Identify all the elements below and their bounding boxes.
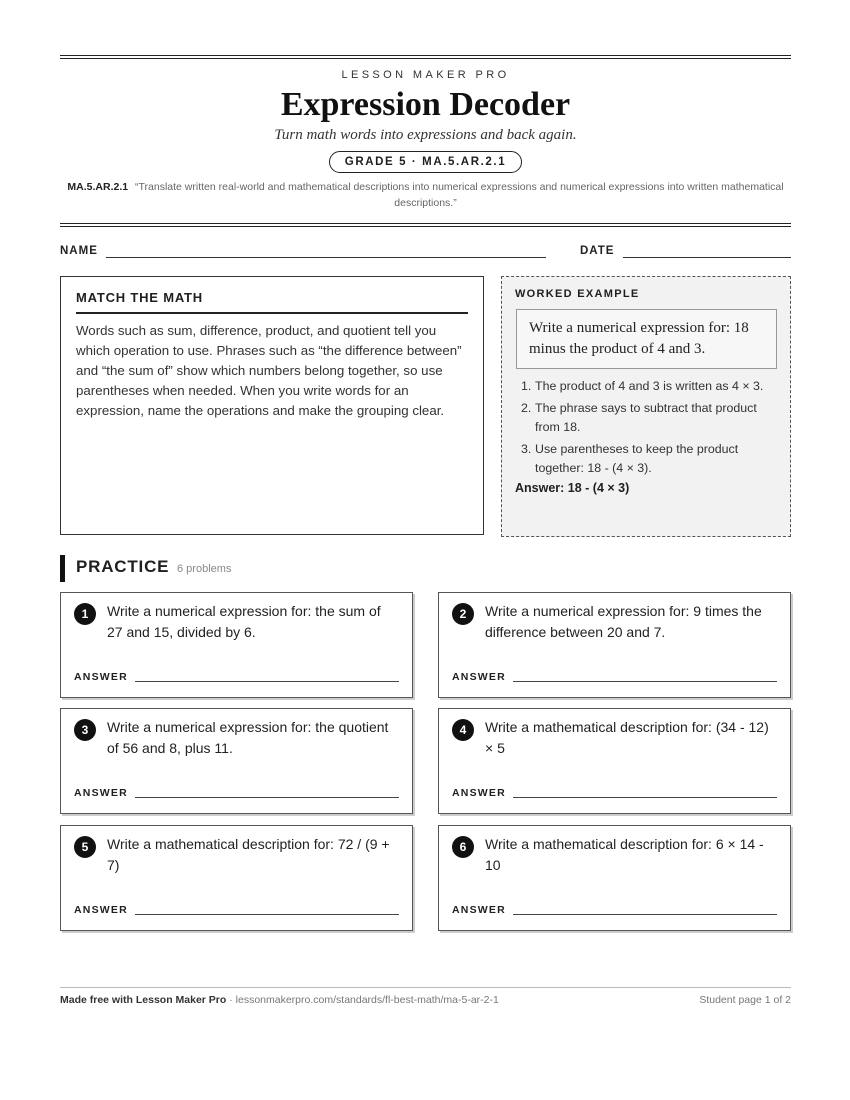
problem-text: Write a mathematical description for: 72 / (9 + 7): [107, 836, 390, 873]
problem-number-badge: 6: [452, 836, 474, 858]
worked-example-box: [501, 276, 791, 537]
worked-example-step: 3. Use parentheses to keep the product together: 18 - (4 × 3).: [521, 442, 739, 475]
problem-card-4: [438, 708, 791, 814]
worksheet-page: [60, 55, 791, 1006]
worked-example-heading: WORKED EXAMPLE: [515, 288, 640, 300]
grade-badge: GRADE 5 · MA.5.AR.2.1: [329, 151, 522, 173]
problem-text: Write a numerical expression for: the sum of 27 and 15, divided by 6.: [107, 603, 381, 640]
problem-card-5: [60, 825, 413, 931]
practice-title: PRACTICE: [76, 557, 170, 576]
answer-line[interactable]: [135, 681, 399, 682]
worksheet-title: Expression Decoder: [280, 86, 571, 123]
match-the-math-heading: MATCH THE MATH: [76, 290, 468, 314]
standard-code: MA.5.AR.2.1: [67, 181, 129, 193]
answer-label: ANSWER: [452, 787, 506, 799]
match-the-math-body: Words such as sum, difference, product, and quotient tell you which operation to use. Phrases such as “the difference between” and “the sum of” show which numbers belong together, so use parentheses when needed. When you write words for an expression, name the operations and make the grouping clear.: [76, 323, 462, 418]
problem-number-badge: 5: [74, 836, 96, 858]
standard-description: [60, 179, 791, 211]
footer-credit: [60, 994, 499, 1006]
worked-example-steps: [515, 377, 777, 478]
answer-label: ANSWER: [74, 787, 128, 799]
problem-card-6: [438, 825, 791, 931]
top-double-rule: [60, 55, 791, 59]
practice-count: 6 problems: [177, 563, 232, 575]
answer-line[interactable]: [513, 797, 777, 798]
answer-line[interactable]: [135, 914, 399, 915]
practice-accent-bar: [60, 555, 65, 582]
match-the-math-box: [60, 276, 484, 535]
problem-text: Write a mathematical description for: 6 × 14 - 10: [485, 836, 764, 873]
standard-text: “Translate written real-world and mathematical descriptions into numerical expressions and numerical expressions into written mathematical descriptions.”: [135, 181, 784, 209]
problem-number-badge: 2: [452, 603, 474, 625]
problem-number-badge: 4: [452, 719, 474, 741]
name-field-line[interactable]: [106, 257, 546, 258]
footer-url[interactable]: lessonmakerpro.com/standards/fl-best-math/ma-5-ar-2-1: [235, 994, 499, 1006]
answer-label: ANSWER: [74, 671, 128, 683]
worksheet-subtitle: Turn math words into expressions and back again.: [274, 127, 577, 143]
worked-example-answer: Answer: 18 - (4 × 3): [515, 481, 630, 495]
footer-made-with: Made free with Lesson Maker Pro: [60, 994, 227, 1006]
practice-heading: [60, 555, 460, 582]
problem-card-1: [60, 592, 413, 698]
problem-text: Write a numerical expression for: 9 times the difference between 20 and 7.: [485, 603, 762, 640]
footer-page-number: Student page 1 of 2: [699, 994, 791, 1006]
brand-label: LESSON MAKER PRO: [341, 69, 510, 81]
header-bottom-rule: [60, 223, 791, 227]
worked-example-prompt: Write a numerical expression for: 18 minus the product of 4 and 3.: [516, 309, 777, 369]
date-field-line[interactable]: [623, 257, 791, 258]
problem-text: Write a mathematical description for: (34 - 12) × 5: [485, 719, 769, 756]
worked-example-step: 1. The product of 4 and 3 is written as 4 × 3.: [521, 379, 764, 393]
answer-line[interactable]: [513, 914, 777, 915]
student-info-row: [60, 243, 791, 263]
footer-separator: ·: [226, 994, 236, 1006]
name-label: NAME: [60, 245, 98, 257]
problem-number-badge: 3: [74, 719, 96, 741]
date-label: DATE: [580, 245, 615, 257]
problem-card-2: [438, 592, 791, 698]
answer-line[interactable]: [135, 797, 399, 798]
worked-example-step: 2. The phrase says to subtract that product from 18.: [521, 401, 757, 434]
answer-label: ANSWER: [452, 904, 506, 916]
answer-label: ANSWER: [452, 671, 506, 683]
problem-number-badge: 1: [74, 603, 96, 625]
answer-line[interactable]: [513, 681, 777, 682]
page-footer: [60, 987, 791, 1006]
problem-card-3: [60, 708, 413, 814]
answer-label: ANSWER: [74, 904, 128, 916]
problem-text: Write a numerical expression for: the quotient of 56 and 8, plus 11.: [107, 719, 389, 756]
